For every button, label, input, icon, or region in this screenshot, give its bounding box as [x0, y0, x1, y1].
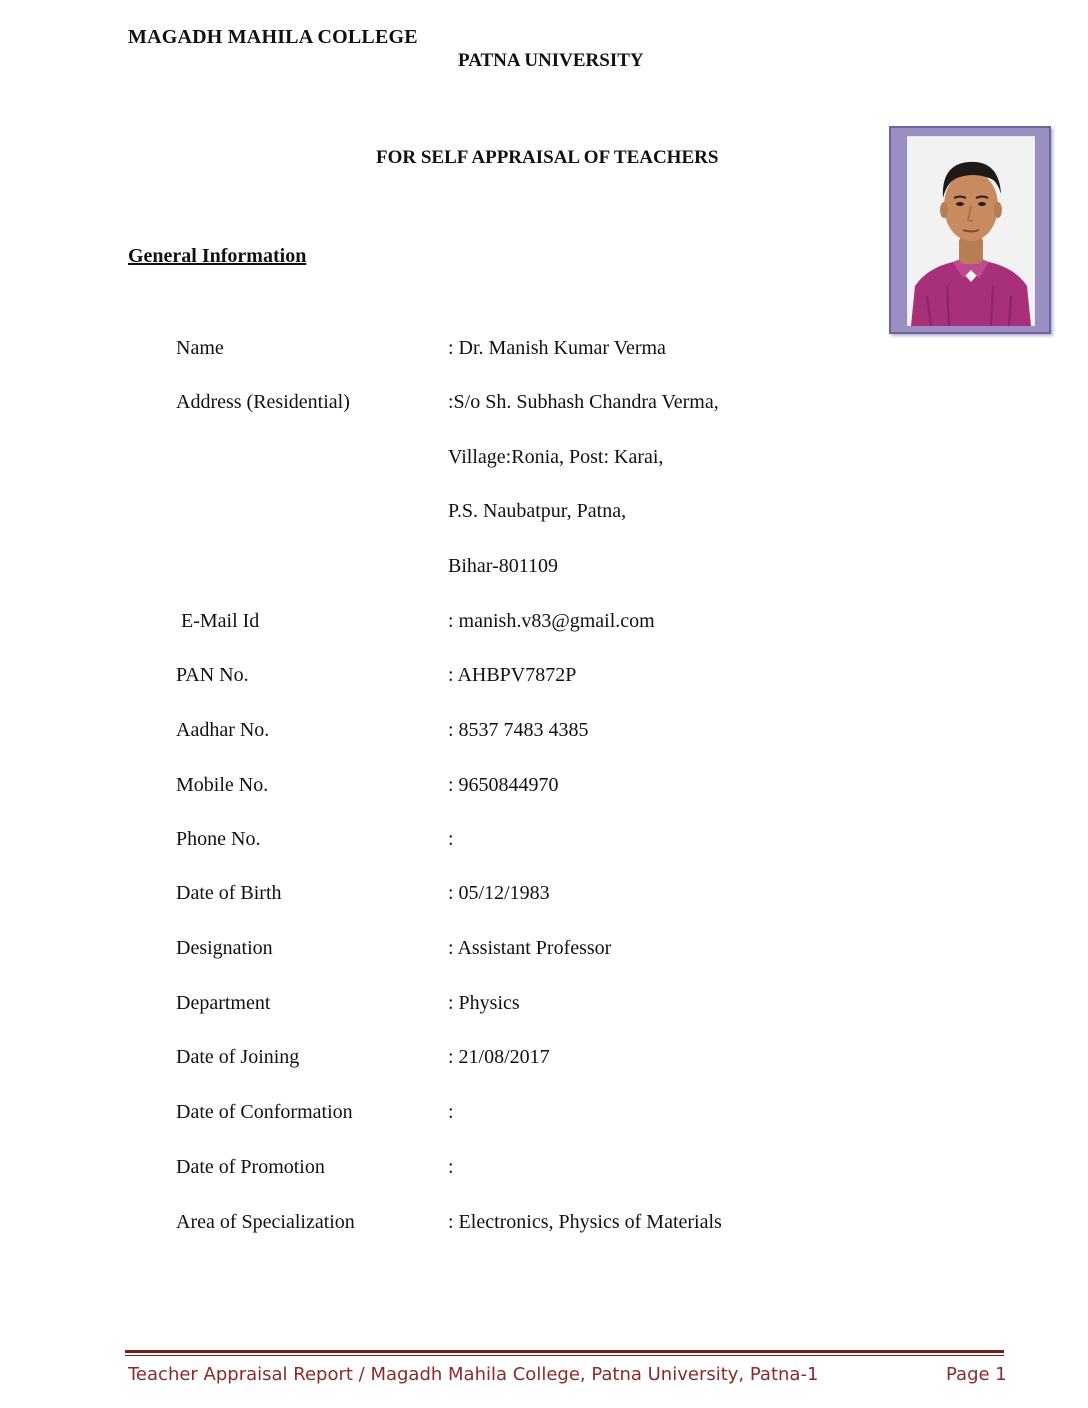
field-address-line [0, 555, 1088, 585]
field-email [0, 610, 1088, 640]
field-label: Aadhar No. [176, 719, 270, 741]
footer-text: Teacher Appraisal Report / Magadh Mahila College, Patna University, Patna-1 [128, 1364, 819, 1385]
address-line-1: :S/o Sh. Subhash Chandra Verma, [448, 391, 719, 413]
field-address-line [0, 500, 1088, 530]
field-value: : Dr. Manish Kumar Verma [448, 337, 666, 359]
field-designation [0, 937, 1088, 967]
field-value: : Physics [448, 992, 520, 1014]
field-value: : Assistant Professor [448, 937, 612, 959]
person-photo-icon [907, 136, 1035, 326]
field-joining [0, 1046, 1088, 1076]
field-value: : 05/12/1983 [448, 882, 550, 904]
field-value: : AHBPV7872P [448, 664, 577, 686]
address-line-2: Village:Ronia, Post: Karai, [448, 446, 664, 468]
field-pan [0, 664, 1088, 694]
field-label: PAN No. [176, 664, 249, 686]
field-address [0, 391, 1088, 421]
passport-photo [889, 126, 1051, 334]
field-name [0, 337, 1088, 367]
footer-divider [125, 1350, 1004, 1353]
field-aadhar [0, 719, 1088, 749]
field-value: : [448, 1156, 454, 1178]
field-label: Area of Specialization [176, 1211, 355, 1233]
field-label: Date of Birth [176, 882, 282, 904]
field-label: E-Mail Id [181, 610, 260, 632]
field-department [0, 992, 1088, 1022]
field-label: Mobile No. [176, 774, 269, 796]
page-number: Page 1 [946, 1364, 1007, 1385]
field-value: : 8537 7483 4385 [448, 719, 589, 741]
field-label: Address (Residential) [176, 391, 350, 413]
field-specialization [0, 1211, 1088, 1241]
field-value: : [448, 828, 454, 850]
address-line-4: Bihar-801109 [448, 555, 558, 577]
field-address-line [0, 446, 1088, 476]
field-value: : Electronics, Physics of Materials [448, 1211, 722, 1233]
field-value: : 9650844970 [448, 774, 559, 796]
university-name: PATNA UNIVERSITY [458, 50, 644, 71]
field-label: Name [176, 337, 224, 359]
field-mobile [0, 774, 1088, 804]
field-label: Date of Conformation [176, 1101, 353, 1123]
field-label: Designation [176, 937, 273, 959]
field-phone [0, 828, 1088, 858]
form-title: FOR SELF APPRAISAL OF TEACHERS [376, 147, 719, 168]
field-value: : manish.v83@gmail.com [448, 610, 655, 632]
address-line-3: P.S. Naubatpur, Patna, [448, 500, 627, 522]
college-name: MAGADH MAHILA COLLEGE [128, 26, 418, 48]
field-value: : 21/08/2017 [448, 1046, 550, 1068]
footer-divider-thin [125, 1355, 1004, 1356]
field-label: Date of Promotion [176, 1156, 325, 1178]
field-label: Phone No. [176, 828, 261, 850]
section-heading: General Information [128, 245, 307, 267]
field-confirmation [0, 1101, 1088, 1131]
field-promotion [0, 1156, 1088, 1186]
field-label: Date of Joining [176, 1046, 300, 1068]
field-value: : [448, 1101, 454, 1123]
field-label: Department [176, 992, 271, 1014]
field-dob [0, 882, 1088, 912]
